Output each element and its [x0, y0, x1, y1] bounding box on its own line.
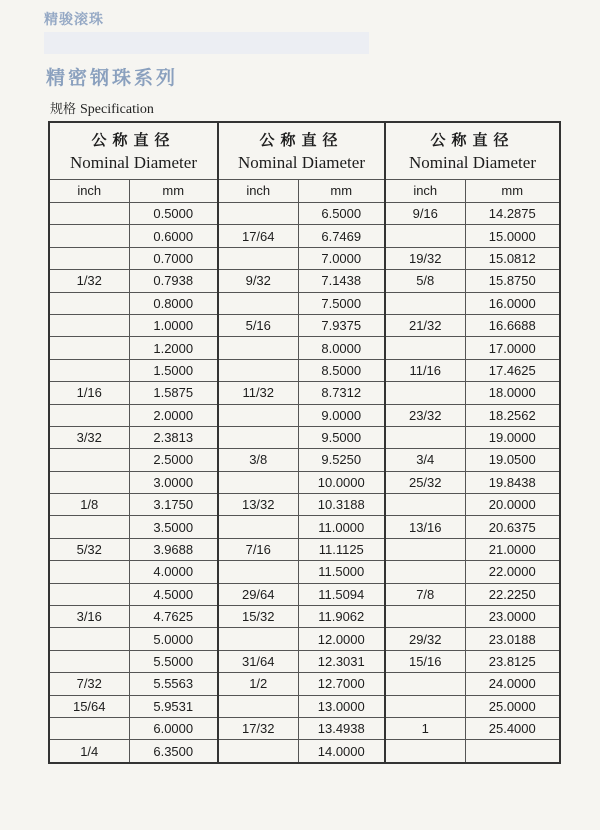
- mm-cell: 17.0000: [465, 337, 560, 359]
- mm-cell: 22.2250: [465, 583, 560, 605]
- mm-cell: 2.3813: [129, 426, 218, 448]
- mm-cell: 0.7000: [129, 247, 218, 269]
- mm-cell: 8.5000: [298, 359, 385, 381]
- mm-cell: 16.6688: [465, 314, 560, 336]
- inch-cell: [218, 561, 298, 583]
- table-body: [49, 203, 560, 763]
- inch-cell: [49, 583, 129, 605]
- mm-cell: 7.1438: [298, 270, 385, 292]
- inch-cell: [218, 337, 298, 359]
- mm-cell: 4.7625: [129, 606, 218, 628]
- inch-cell: [218, 471, 298, 493]
- table-row: [49, 471, 560, 493]
- col-header-mm: mm: [298, 180, 385, 203]
- inch-cell: [218, 359, 298, 381]
- table-row: [49, 426, 560, 448]
- mm-cell: 13.0000: [298, 695, 385, 717]
- mm-cell: 23.8125: [465, 650, 560, 672]
- inch-cell: [218, 695, 298, 717]
- mm-cell: 11.9062: [298, 606, 385, 628]
- mm-cell: 6.0000: [129, 717, 218, 739]
- mm-cell: 23.0000: [465, 606, 560, 628]
- inch-cell: [49, 292, 129, 314]
- mm-cell: 6.7469: [298, 225, 385, 247]
- inch-cell: 1/16: [49, 382, 129, 404]
- table-row: [49, 225, 560, 247]
- col-header-mm: mm: [129, 180, 218, 203]
- inch-cell: [385, 494, 465, 516]
- table-row: [49, 561, 560, 583]
- inch-cell: 9/32: [218, 270, 298, 292]
- inch-cell: 5/32: [49, 538, 129, 560]
- inch-cell: 29/64: [218, 583, 298, 605]
- brand-banner: [44, 32, 369, 54]
- inch-cell: 5/16: [218, 314, 298, 336]
- mm-cell: 19.0500: [465, 449, 560, 471]
- inch-cell: 31/64: [218, 650, 298, 672]
- inch-cell: 15/16: [385, 650, 465, 672]
- mm-cell: 6.3500: [129, 740, 218, 763]
- group-header-1: [49, 122, 218, 180]
- mm-cell: 4.0000: [129, 561, 218, 583]
- table-row: [49, 270, 560, 292]
- table-row: [49, 382, 560, 404]
- col-header-inch: inch: [385, 180, 465, 203]
- inch-cell: 17/32: [218, 717, 298, 739]
- inch-cell: 25/32: [385, 471, 465, 493]
- mm-cell: 21.0000: [465, 538, 560, 560]
- inch-cell: [49, 628, 129, 650]
- mm-cell: 5.9531: [129, 695, 218, 717]
- inch-cell: [385, 382, 465, 404]
- inch-cell: [49, 650, 129, 672]
- inch-cell: 21/32: [385, 314, 465, 336]
- inch-cell: 11/16: [385, 359, 465, 381]
- mm-cell: 8.0000: [298, 337, 385, 359]
- mm-cell: 3.9688: [129, 538, 218, 560]
- mm-cell: 12.3031: [298, 650, 385, 672]
- inch-cell: [49, 404, 129, 426]
- table-row: [49, 337, 560, 359]
- table-row: [49, 673, 560, 695]
- inch-cell: [385, 538, 465, 560]
- inch-cell: 3/8: [218, 449, 298, 471]
- inch-cell: [49, 449, 129, 471]
- inch-cell: 1/8: [49, 494, 129, 516]
- group-title-en: Nominal Diameter: [238, 153, 365, 172]
- inch-cell: [49, 359, 129, 381]
- table-row: [49, 538, 560, 560]
- inch-cell: 7/32: [49, 673, 129, 695]
- inch-cell: [218, 628, 298, 650]
- group-title-cn: 公称直径: [259, 131, 344, 149]
- inch-cell: [385, 292, 465, 314]
- mm-cell: 2.5000: [129, 449, 218, 471]
- mm-cell: 3.5000: [129, 516, 218, 538]
- table-row: [49, 247, 560, 269]
- mm-cell: 13.4938: [298, 717, 385, 739]
- spec-label: [50, 98, 154, 118]
- mm-cell: 15.0812: [465, 247, 560, 269]
- mm-cell: 11.5094: [298, 583, 385, 605]
- mm-cell: 6.5000: [298, 203, 385, 225]
- group-title-cn: 公称直径: [91, 131, 176, 149]
- specification-table: [48, 121, 561, 764]
- mm-cell: 22.0000: [465, 561, 560, 583]
- group-header-3: [385, 122, 560, 180]
- table-row: [49, 740, 560, 763]
- inch-cell: [385, 695, 465, 717]
- inch-cell: 1/32: [49, 270, 129, 292]
- mm-cell: 20.0000: [465, 494, 560, 516]
- mm-cell: 18.2562: [465, 404, 560, 426]
- table-row: [49, 717, 560, 739]
- inch-cell: 23/32: [385, 404, 465, 426]
- mm-cell: 16.0000: [465, 292, 560, 314]
- mm-cell: 0.7938: [129, 270, 218, 292]
- inch-cell: 9/16: [385, 203, 465, 225]
- unit-header-row: [49, 180, 560, 203]
- table-row: [49, 203, 560, 225]
- mm-cell: 11.0000: [298, 516, 385, 538]
- series-title: 精密钢珠系列: [46, 67, 179, 89]
- table-row: [49, 314, 560, 336]
- mm-cell: 25.0000: [465, 695, 560, 717]
- inch-cell: [218, 740, 298, 763]
- group-header-2: [218, 122, 385, 180]
- mm-cell: 0.6000: [129, 225, 218, 247]
- inch-cell: 7/16: [218, 538, 298, 560]
- mm-cell: 4.5000: [129, 583, 218, 605]
- table-row: [49, 449, 560, 471]
- mm-cell: 9.5000: [298, 426, 385, 448]
- mm-cell: [465, 740, 560, 763]
- mm-cell: 20.6375: [465, 516, 560, 538]
- inch-cell: 1/4: [49, 740, 129, 763]
- mm-cell: 11.1125: [298, 538, 385, 560]
- inch-cell: [385, 606, 465, 628]
- mm-cell: 24.0000: [465, 673, 560, 695]
- brand-name: 精骏滚珠: [44, 12, 104, 28]
- mm-cell: 19.8438: [465, 471, 560, 493]
- table-row: [49, 583, 560, 605]
- spec-label-cn: 规格: [50, 102, 77, 117]
- inch-cell: 3/4: [385, 449, 465, 471]
- mm-cell: 0.5000: [129, 203, 218, 225]
- inch-cell: 1/2: [218, 673, 298, 695]
- inch-cell: [218, 516, 298, 538]
- mm-cell: 14.2875: [465, 203, 560, 225]
- mm-cell: 11.5000: [298, 561, 385, 583]
- inch-cell: [218, 404, 298, 426]
- table-row: [49, 404, 560, 426]
- inch-cell: 13/16: [385, 516, 465, 538]
- inch-cell: [49, 203, 129, 225]
- inch-cell: 1: [385, 717, 465, 739]
- inch-cell: 13/32: [218, 494, 298, 516]
- inch-cell: 5/8: [385, 270, 465, 292]
- mm-cell: 2.0000: [129, 404, 218, 426]
- inch-cell: [49, 561, 129, 583]
- mm-cell: 1.0000: [129, 314, 218, 336]
- inch-cell: [49, 314, 129, 336]
- mm-cell: 1.2000: [129, 337, 218, 359]
- mm-cell: 1.5875: [129, 382, 218, 404]
- mm-cell: 5.0000: [129, 628, 218, 650]
- mm-cell: 17.4625: [465, 359, 560, 381]
- inch-cell: [49, 717, 129, 739]
- mm-cell: 10.0000: [298, 471, 385, 493]
- inch-cell: [385, 337, 465, 359]
- inch-cell: 15/32: [218, 606, 298, 628]
- mm-cell: 8.7312: [298, 382, 385, 404]
- table-row: [49, 650, 560, 672]
- inch-cell: [385, 225, 465, 247]
- inch-cell: [218, 247, 298, 269]
- mm-cell: 0.8000: [129, 292, 218, 314]
- inch-cell: 15/64: [49, 695, 129, 717]
- inch-cell: 11/32: [218, 382, 298, 404]
- mm-cell: 25.4000: [465, 717, 560, 739]
- mm-cell: 3.0000: [129, 471, 218, 493]
- inch-cell: 3/32: [49, 426, 129, 448]
- inch-cell: 17/64: [218, 225, 298, 247]
- mm-cell: 9.5250: [298, 449, 385, 471]
- mm-cell: 12.0000: [298, 628, 385, 650]
- table-row: [49, 359, 560, 381]
- mm-cell: 10.3188: [298, 494, 385, 516]
- table-row: [49, 695, 560, 717]
- table-row: [49, 516, 560, 538]
- mm-cell: 14.0000: [298, 740, 385, 763]
- inch-cell: 29/32: [385, 628, 465, 650]
- group-title-en: Nominal Diameter: [409, 153, 536, 172]
- mm-cell: 18.0000: [465, 382, 560, 404]
- col-header-mm: mm: [465, 180, 560, 203]
- inch-cell: 19/32: [385, 247, 465, 269]
- mm-cell: 7.5000: [298, 292, 385, 314]
- col-header-inch: inch: [218, 180, 298, 203]
- table-row: [49, 494, 560, 516]
- group-title-en: Nominal Diameter: [70, 153, 197, 172]
- mm-cell: 9.0000: [298, 404, 385, 426]
- mm-cell: 15.8750: [465, 270, 560, 292]
- inch-cell: [49, 337, 129, 359]
- mm-cell: 12.7000: [298, 673, 385, 695]
- mm-cell: 3.1750: [129, 494, 218, 516]
- table-row: [49, 606, 560, 628]
- inch-cell: [385, 561, 465, 583]
- mm-cell: 7.0000: [298, 247, 385, 269]
- inch-cell: 7/8: [385, 583, 465, 605]
- spec-label-en: Specification: [80, 102, 154, 117]
- inch-cell: [49, 225, 129, 247]
- col-header-inch: inch: [49, 180, 129, 203]
- inch-cell: [49, 247, 129, 269]
- mm-cell: 23.0188: [465, 628, 560, 650]
- mm-cell: 19.0000: [465, 426, 560, 448]
- mm-cell: 1.5000: [129, 359, 218, 381]
- table-row: [49, 628, 560, 650]
- inch-cell: [49, 471, 129, 493]
- group-title-cn: 公称直径: [430, 131, 515, 149]
- group-header-row: [49, 122, 560, 180]
- mm-cell: 15.0000: [465, 225, 560, 247]
- inch-cell: [218, 426, 298, 448]
- mm-cell: 5.5000: [129, 650, 218, 672]
- inch-cell: [385, 740, 465, 763]
- table-row: [49, 292, 560, 314]
- inch-cell: [218, 292, 298, 314]
- mm-cell: 7.9375: [298, 314, 385, 336]
- mm-cell: 5.5563: [129, 673, 218, 695]
- inch-cell: [385, 673, 465, 695]
- inch-cell: [49, 516, 129, 538]
- inch-cell: [385, 426, 465, 448]
- inch-cell: 3/16: [49, 606, 129, 628]
- inch-cell: [218, 203, 298, 225]
